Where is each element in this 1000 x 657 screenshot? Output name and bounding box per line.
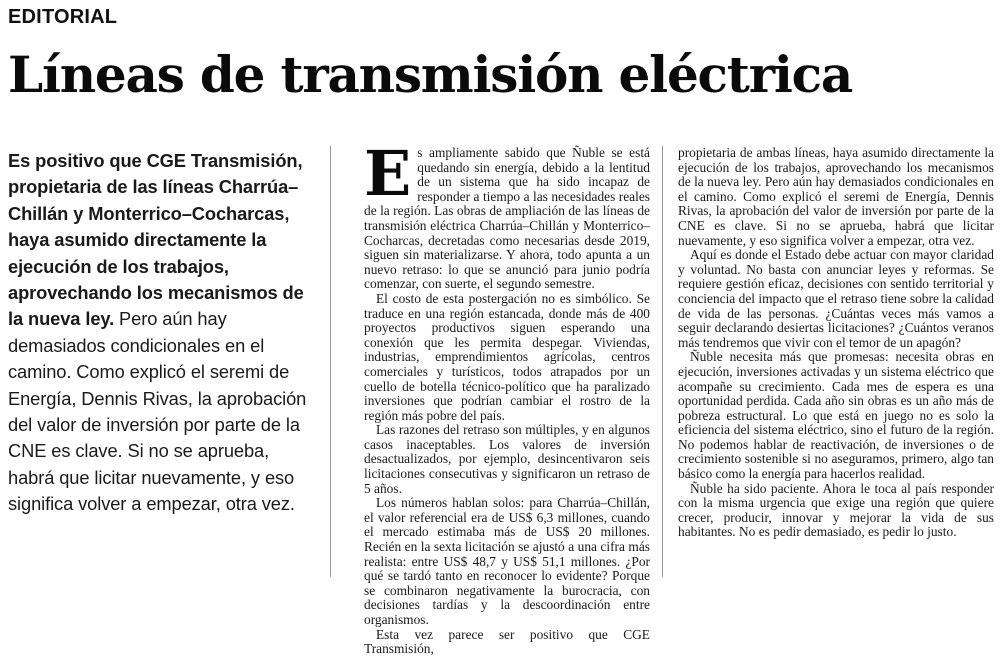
lead-paragraph (8, 148, 314, 518)
body-paragraph: Las razones del retraso son múltiples, y en algunos casos inaceptables. Los valores de inversión desactualizados, por ejemplo, desincentivaron seis licitaciones consecutivas y significaron un retraso de 5 años. (364, 422, 650, 496)
body-paragraph: El costo de esta postergación no es simbólico. Se traduce en una región estancada, donde más de 400 proyectos productivos siguen esperando una conexión que les permita despegar. Viviendas, industrias, emprendimientos agrícolas, centros comerciales y turísticos, todos atrapados por un cuello de botella técnico-político que ha paralizado inversiones que podrían cambiar el rostro de la región más pobre del país. (364, 290, 650, 423)
body-column-2 (364, 137, 650, 657)
lead-bold-text: Es positivo que CGE Transmisión, propietaria de las líneas Charrúa–Chillán y Monterrico–Cocharcas, haya asumido directamente la ejecución de los trabajos, aprovechando los mecanismos de la nueva ley. (8, 150, 304, 330)
body-paragraph: Los números hablan solos: para Charrúa–Chillán, el valor referencial era de US$ 6,3 millones, cuando el mercado estimaba más de US$ 20 millones. Recién en la sexta licitación se ajustó a una cifra más realista: entre US$ 48,7 y US$ 51,1 millones. ¿Por qué se tardó tanto en reconocer lo evidente? Porque se combinaron negativamente la burocracia, con decisiones tardías y la descoordinación entre organismos. (364, 495, 650, 627)
headline: Líneas de transmisión eléctrica (8, 45, 853, 104)
lead-regular-text: Pero aún hay demasiados condicionales en el camino. Como explicó el seremi de Energía, Dennis Rivas, la aprobación del valor de inversión por parte de la CNE es clave. Si no se aprueba, habrá que licitar nuevamente, y eso significa volver a empezar, otra vez. (8, 308, 307, 515)
body-paragraph: Esta vez parece ser positivo que CGE Transmisión, (364, 626, 650, 657)
body-paragraph: Aquí es donde el Estado debe actuar con mayor claridad y voluntad. No basta con anunciar leyes y reformas. Se requiere gestión eficaz, decisiones con sentido territorial y conciencia del impacto que el retraso tiene sobre la calidad de vida de las personas. ¿Cuántas veces más vamos a seguir declarando desiertas licitaciones? ¿Cuántos veranos más tendremos que vivir con el temor de un apagón? (678, 247, 994, 350)
body-paragraph: propietaria de ambas líneas, haya asumido directamente la ejecución de los trabajos, aprovechando los mecanismos de la nueva ley. Pero aún hay demasiados condicionales en el camino. Como explicó el seremi de Energía, Dennis Rivas, la aprobación del valor de inversión por parte de la CNE es clave. Si no se aprueba, habrá que licitar nuevamente, y eso significa volver a empezar, otra vez. (678, 145, 994, 248)
body-paragraph: Ñuble ha sido paciente. Ahora le toca al país responder con la misma urgencia que exige una región que quiere crecer, producir, innovar y mejorar la vida de sus habitantes. No es pedir demasiado, es pedir lo justo. (678, 480, 994, 540)
body-paragraph-text: s ampliamente sabido que Ñuble se está quedando sin energía, debido a la lentitud de un sistema que ha sido incapaz de responder a tiempo a las necesidades reales de la región. Las obras de ampliación de las líneas de transmisión eléctrica Charrúa–Chillán y Monterrico–Cocharcas, decretadas como necesarias desde 2019, siguen sin materializarse. Y ahora, todo apunta a un nuevo retraso: lo que se anunció para junio podría comenzar, con suerte, el segundo semestre. (364, 145, 650, 292)
column-divider (662, 146, 663, 577)
body-column-3 (678, 146, 994, 540)
drop-cap: E (364, 137, 412, 210)
section-label: EDITORIAL (8, 6, 118, 28)
body-paragraph: Ñuble necesita más que promesas: necesita obras en ejecución, inversiones activadas y un sistema eléctrico que acompañe su crecimiento. Cada mes de espera es una oportunidad perdida. Cada año sin obras es un año más de pobreza estructural. Lo que está en juego no es solo la eficiencia del sistema eléctrico, sino el futuro de la región. No podemos hablar de reactivación, de inversiones o de crecimiento sostenible si no aseguramos, primero, algo tan básico como la energía para hacerlos realidad. (678, 349, 994, 482)
column-divider (330, 146, 331, 577)
body-paragraph (364, 137, 650, 292)
